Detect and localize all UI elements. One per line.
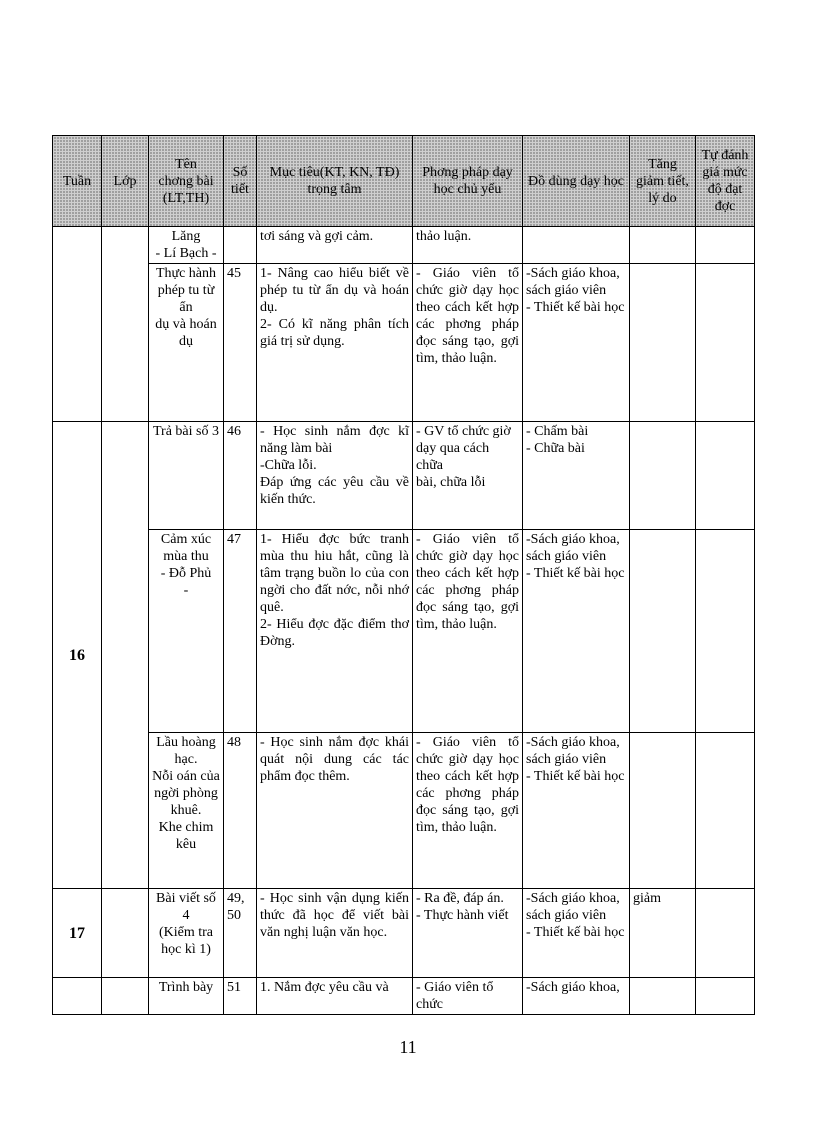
eval-cell (696, 422, 755, 530)
text-line: giá mức (702, 165, 748, 180)
text-line: Lăng (171, 229, 201, 244)
text-line: - Thiết kế bài học (526, 300, 625, 315)
goals-cell: tơi sáng và gợi cảm. (257, 227, 413, 264)
class-cell (102, 227, 149, 422)
text-line: - Học sinh nắm đợc kĩ năng làm bài (260, 424, 409, 456)
text-line: bài, chữa lỗi (416, 475, 486, 490)
change-cell (630, 978, 696, 1015)
text-line: dụ (179, 334, 193, 349)
eval-cell (696, 733, 755, 889)
week-17-cell: 17 (53, 889, 102, 978)
class-cell (102, 422, 149, 889)
eval-cell (696, 264, 755, 422)
header-row (53, 136, 755, 227)
text-line: 1- Nâng cao hiểu biết về phép tu từ ẩn dụ và hoán dụ. (260, 266, 409, 315)
text-line: Bài viết số 4 (156, 891, 216, 923)
tools-cell: -Sách giáo khoa, (523, 978, 630, 1015)
table-row (53, 264, 755, 422)
lesson-title-cell: Trả bài số 3 (149, 422, 224, 530)
header-period-change (630, 136, 696, 227)
periods-cell: 45 (224, 264, 257, 422)
text-line: Số (232, 165, 248, 180)
lesson-title-cell (149, 733, 224, 889)
tools-cell (523, 227, 630, 264)
text-line: - Ra đề, đáp án. (416, 891, 504, 906)
text-line: - (183, 583, 189, 598)
lesson-title-cell (149, 889, 224, 978)
periods-cell: 51 (224, 978, 257, 1015)
text-line: hạc. (174, 752, 198, 767)
page-number: 11 (399, 1037, 417, 1057)
lesson-title-cell (149, 227, 224, 264)
methods-cell (413, 422, 523, 530)
week-cell (53, 227, 102, 422)
text-line: Lầu hoàng (156, 735, 216, 750)
text-line: trọng tâm (307, 182, 362, 197)
text-line: Tăng (648, 156, 677, 172)
methods-cell: thảo luận. (413, 227, 523, 264)
table-row (53, 978, 755, 1015)
text-line: - GV tổ chức giờ (416, 424, 511, 439)
text-line: -Sách giáo khoa, (526, 735, 620, 750)
eval-cell (696, 889, 755, 978)
tools-cell (523, 530, 630, 733)
text-line: Nỗi oán của (152, 769, 220, 784)
change-cell (630, 733, 696, 889)
text-line: Thực hành (155, 266, 217, 281)
goals-cell: 1. Nắm đợc yêu cầu và (257, 978, 413, 1015)
text-line: học chủ yếu (433, 182, 502, 197)
text-line: Tự đánh (701, 148, 749, 163)
text-line: học kì 1) (161, 942, 211, 957)
goals-cell: - Học sinh vận dụng kiến thức đã học để viết bài văn nghị luận văn học. (257, 889, 413, 978)
methods-cell: - Giáo viên tổ chức giờ dạy học theo cách kết hợp các phơng pháp đọc sáng tạo, gợi tìm, thảo luận. (413, 733, 523, 889)
class-cell (102, 889, 149, 978)
change-cell: giảm (630, 889, 696, 978)
text-line: khuê. (170, 803, 202, 818)
lesson-plan-sheet (52, 135, 754, 1015)
text-line: phép tu từ ẩn (157, 283, 215, 315)
table-row (53, 733, 755, 889)
text-line: (Kiểm tra (158, 925, 214, 940)
eval-cell (696, 978, 755, 1015)
text-line: đợc (714, 199, 736, 214)
goals-cell: - Học sinh nắm đợc khái quát nội dung các tác phẩm đọc thêm. (257, 733, 413, 889)
text-line: - Thiết kế bài học (526, 925, 625, 940)
text-line: - Thiết kế bài học (526, 769, 625, 784)
lesson-plan-table (52, 135, 755, 1015)
periods-cell: 46 (224, 422, 257, 530)
eval-cell (696, 227, 755, 264)
text-line: sách giáo viên (526, 549, 607, 564)
text-line: Tên (175, 156, 197, 172)
methods-cell: - Giáo viên tổ chức giờ dạy học theo cách kết hợp các phơng pháp đọc sáng tạo, gợi tìm, thảo luận. (413, 264, 523, 422)
methods-cell: - Giáo viên tổ chức giờ dạy học theo cách kết hợp các phơng pháp đọc sáng tạo, gợi tìm, thảo luận. (413, 530, 523, 733)
text-line: - Lí Bạch - (155, 246, 217, 261)
text-line: Đáp ứng các yêu cầu về kiến thức. (260, 475, 409, 507)
text-line: sách giáo viên (526, 283, 607, 298)
change-cell (630, 264, 696, 422)
table-row (53, 227, 755, 264)
table-row (53, 422, 755, 530)
text-line: dạy qua cách chữa (416, 441, 490, 473)
text-line: mùa thu (163, 549, 209, 564)
periods-cell (224, 227, 257, 264)
header-self-evaluation (696, 136, 755, 227)
week-cell (53, 978, 102, 1015)
text-line: 50 (227, 908, 241, 923)
header-periods (224, 136, 257, 227)
text-line: -Sách giáo khoa, (526, 891, 620, 906)
periods-cell (224, 889, 257, 978)
tools-cell (523, 422, 630, 530)
text-line: dụ và hoán (155, 317, 217, 332)
text-line: Mục tiêu(KT, KN, TĐ) (269, 165, 400, 180)
header-goals (257, 136, 413, 227)
text-line: - Thực hành viết (416, 908, 509, 923)
text-line: Phơng pháp dạy (422, 165, 513, 180)
text-line: kêu (175, 837, 197, 852)
change-cell (630, 530, 696, 733)
eval-cell (696, 530, 755, 733)
methods-cell (413, 889, 523, 978)
header-teaching-tools: Đồ dùng dạy học (523, 136, 630, 227)
text-line: chơng bài (158, 173, 214, 189)
text-line: - Đỗ Phủ (160, 566, 212, 581)
goals-cell (257, 530, 413, 733)
text-line: 2- Hiểu đợc đặc điểm thơ Đờng. (260, 617, 409, 649)
text-line: -Sách giáo khoa, (526, 266, 620, 281)
header-week: Tuần (53, 136, 102, 227)
header-methods (413, 136, 523, 227)
header-class: Lớp (102, 136, 149, 227)
lesson-title-cell (149, 530, 224, 733)
tools-cell (523, 733, 630, 889)
goals-cell (257, 264, 413, 422)
periods-cell: 48 (224, 733, 257, 889)
goals-cell (257, 422, 413, 530)
tools-cell (523, 264, 630, 422)
text-line: tiết (231, 182, 249, 197)
text-line: - Thiết kế bài học (526, 566, 625, 581)
lesson-title-cell (149, 264, 224, 422)
text-line: - Chấm bài (526, 424, 589, 439)
tools-cell (523, 889, 630, 978)
text-line: sách giáo viên (526, 752, 607, 767)
table-row (53, 889, 755, 978)
change-cell (630, 422, 696, 530)
text-line: (LT,TH) (162, 190, 210, 206)
class-cell (102, 978, 149, 1015)
text-line: giảm tiết, (636, 173, 689, 189)
header-lesson-title (149, 136, 224, 227)
text-line: lý do (648, 190, 677, 206)
lesson-title-cell: Trình bày (149, 978, 224, 1015)
text-line: Cảm xúc (160, 532, 212, 547)
text-line: sách giáo viên (526, 908, 607, 923)
text-line: 49, (227, 891, 245, 906)
change-cell (630, 227, 696, 264)
text-line: độ đạt (707, 182, 743, 197)
text-line: 1- Hiểu đợc bức tranh mùa thu hiu hắt, cũng là tâm trạng buồn lo của con ngời cho đất nớc, nỗi nhớ quê. (260, 532, 409, 615)
text-line: ngời phòng (154, 786, 218, 801)
text-line: Khe chim (158, 820, 214, 835)
periods-cell: 47 (224, 530, 257, 733)
text-line: -Sách giáo khoa, (526, 532, 620, 547)
text-line: 2- Có kĩ năng phân tích giá trị sử dụng. (260, 317, 409, 349)
text-line: - Chữa bài (526, 441, 585, 456)
table-row (53, 530, 755, 733)
week-16-cell: 16 (53, 422, 102, 889)
methods-cell: - Giáo viên tổ chức (413, 978, 523, 1015)
text-line: -Chữa lỗi. (260, 458, 317, 473)
